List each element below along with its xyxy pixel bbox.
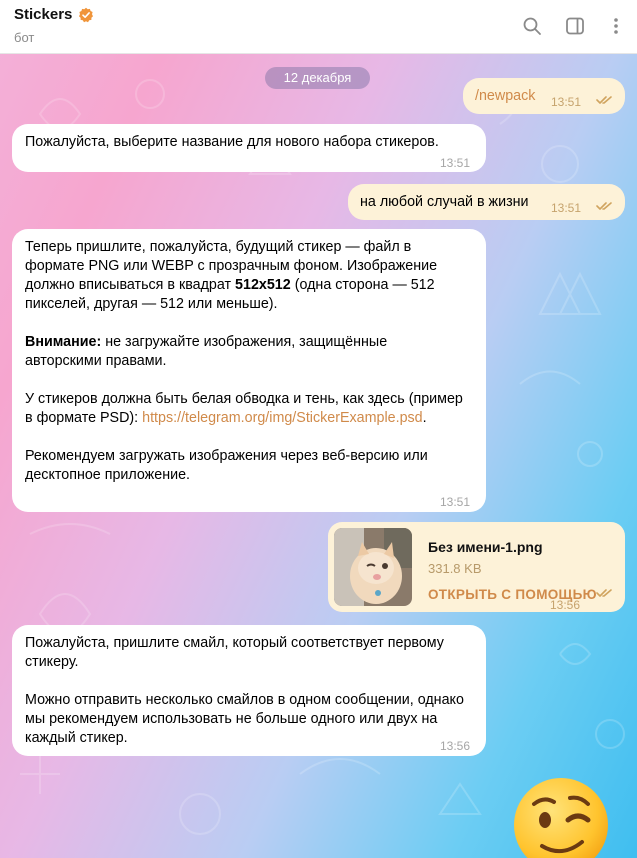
more-vertical-icon[interactable] <box>604 14 628 38</box>
message-time: 13:51 <box>440 156 471 170</box>
winking-face-emoji[interactable] <box>512 776 610 858</box>
file-size: 331.8 KB <box>428 561 482 576</box>
message-text: У стикеров должна быть белая обводка и тень, как здесь (пример в формате PSD): <box>25 391 467 426</box>
message-paragraph: Пожалуйста, пришлите смайл, который соответствует первому стикеру. <box>25 635 448 670</box>
sidebar-toggle-icon[interactable] <box>563 14 587 38</box>
message-text: . <box>422 410 427 426</box>
open-with-button[interactable]: ОТКРЫТЬ С ПОМОЩЬЮ <box>428 587 597 602</box>
message-bold-text: Внимание: <box>25 334 102 350</box>
message-paragraph <box>25 447 465 485</box>
date-separator: 12 декабря <box>265 67 370 89</box>
message-text: не загружайте изображения, защищённые авторскими правами. <box>25 334 392 369</box>
outgoing-message[interactable] <box>463 78 625 114</box>
double-check-icon <box>596 95 614 105</box>
incoming-message[interactable] <box>12 229 486 512</box>
search-icon[interactable] <box>520 14 544 38</box>
message-link[interactable]: https://telegram.org/img/StickerExample.psd <box>142 410 423 426</box>
message-time: 13:51 <box>551 201 582 215</box>
incoming-message[interactable] <box>12 124 486 172</box>
double-check-icon <box>596 201 614 211</box>
outgoing-message[interactable] <box>348 184 625 220</box>
message-paragraph <box>25 333 465 371</box>
message-text: Пожалуйста, выберите название для нового набора стикеров. <box>25 134 439 150</box>
chat-title[interactable]: Stickers <box>14 6 73 23</box>
message-text: Рекомендуем загружать изображения через веб-версию или десктопное приложение. <box>25 448 432 483</box>
message-text: (одна сторона — 512 пикселей, другая — 512 или меньше). <box>25 277 439 312</box>
message-text: /newpack <box>475 88 536 104</box>
message-text: Теперь пришлите, пожалуйста, будущий стикер — файл в формате PNG или WEBP с прозрачным фоном. Изображение должно вписываться в квадрат <box>25 239 442 293</box>
verified-badge-icon <box>78 7 94 23</box>
outgoing-file-message[interactable] <box>328 522 625 612</box>
incoming-message[interactable] <box>12 625 486 756</box>
message-bold-text: 512x512 <box>235 277 291 293</box>
message-text: на любой случай в жизни <box>360 194 529 210</box>
file-name: Без имени-1.png <box>428 539 543 555</box>
message-time: 13:56 <box>550 598 581 612</box>
double-check-icon <box>596 588 614 598</box>
kitten-photo-icon <box>334 528 412 606</box>
message-time: 13:51 <box>551 95 582 109</box>
chat-header <box>0 0 637 54</box>
message-time: 13:51 <box>440 495 471 509</box>
file-thumbnail[interactable] <box>334 528 412 606</box>
message-paragraph <box>25 390 465 428</box>
message-time: 13:56 <box>440 739 471 753</box>
chat-subtitle: бот <box>14 30 35 45</box>
chat-title-row[interactable] <box>14 6 94 23</box>
message-paragraph <box>25 238 465 314</box>
message-paragraph: Можно отправить несколько смайлов в одном сообщении, однако мы рекомендуем использовать не больше одного или двух на каждый стикер. <box>25 692 468 746</box>
